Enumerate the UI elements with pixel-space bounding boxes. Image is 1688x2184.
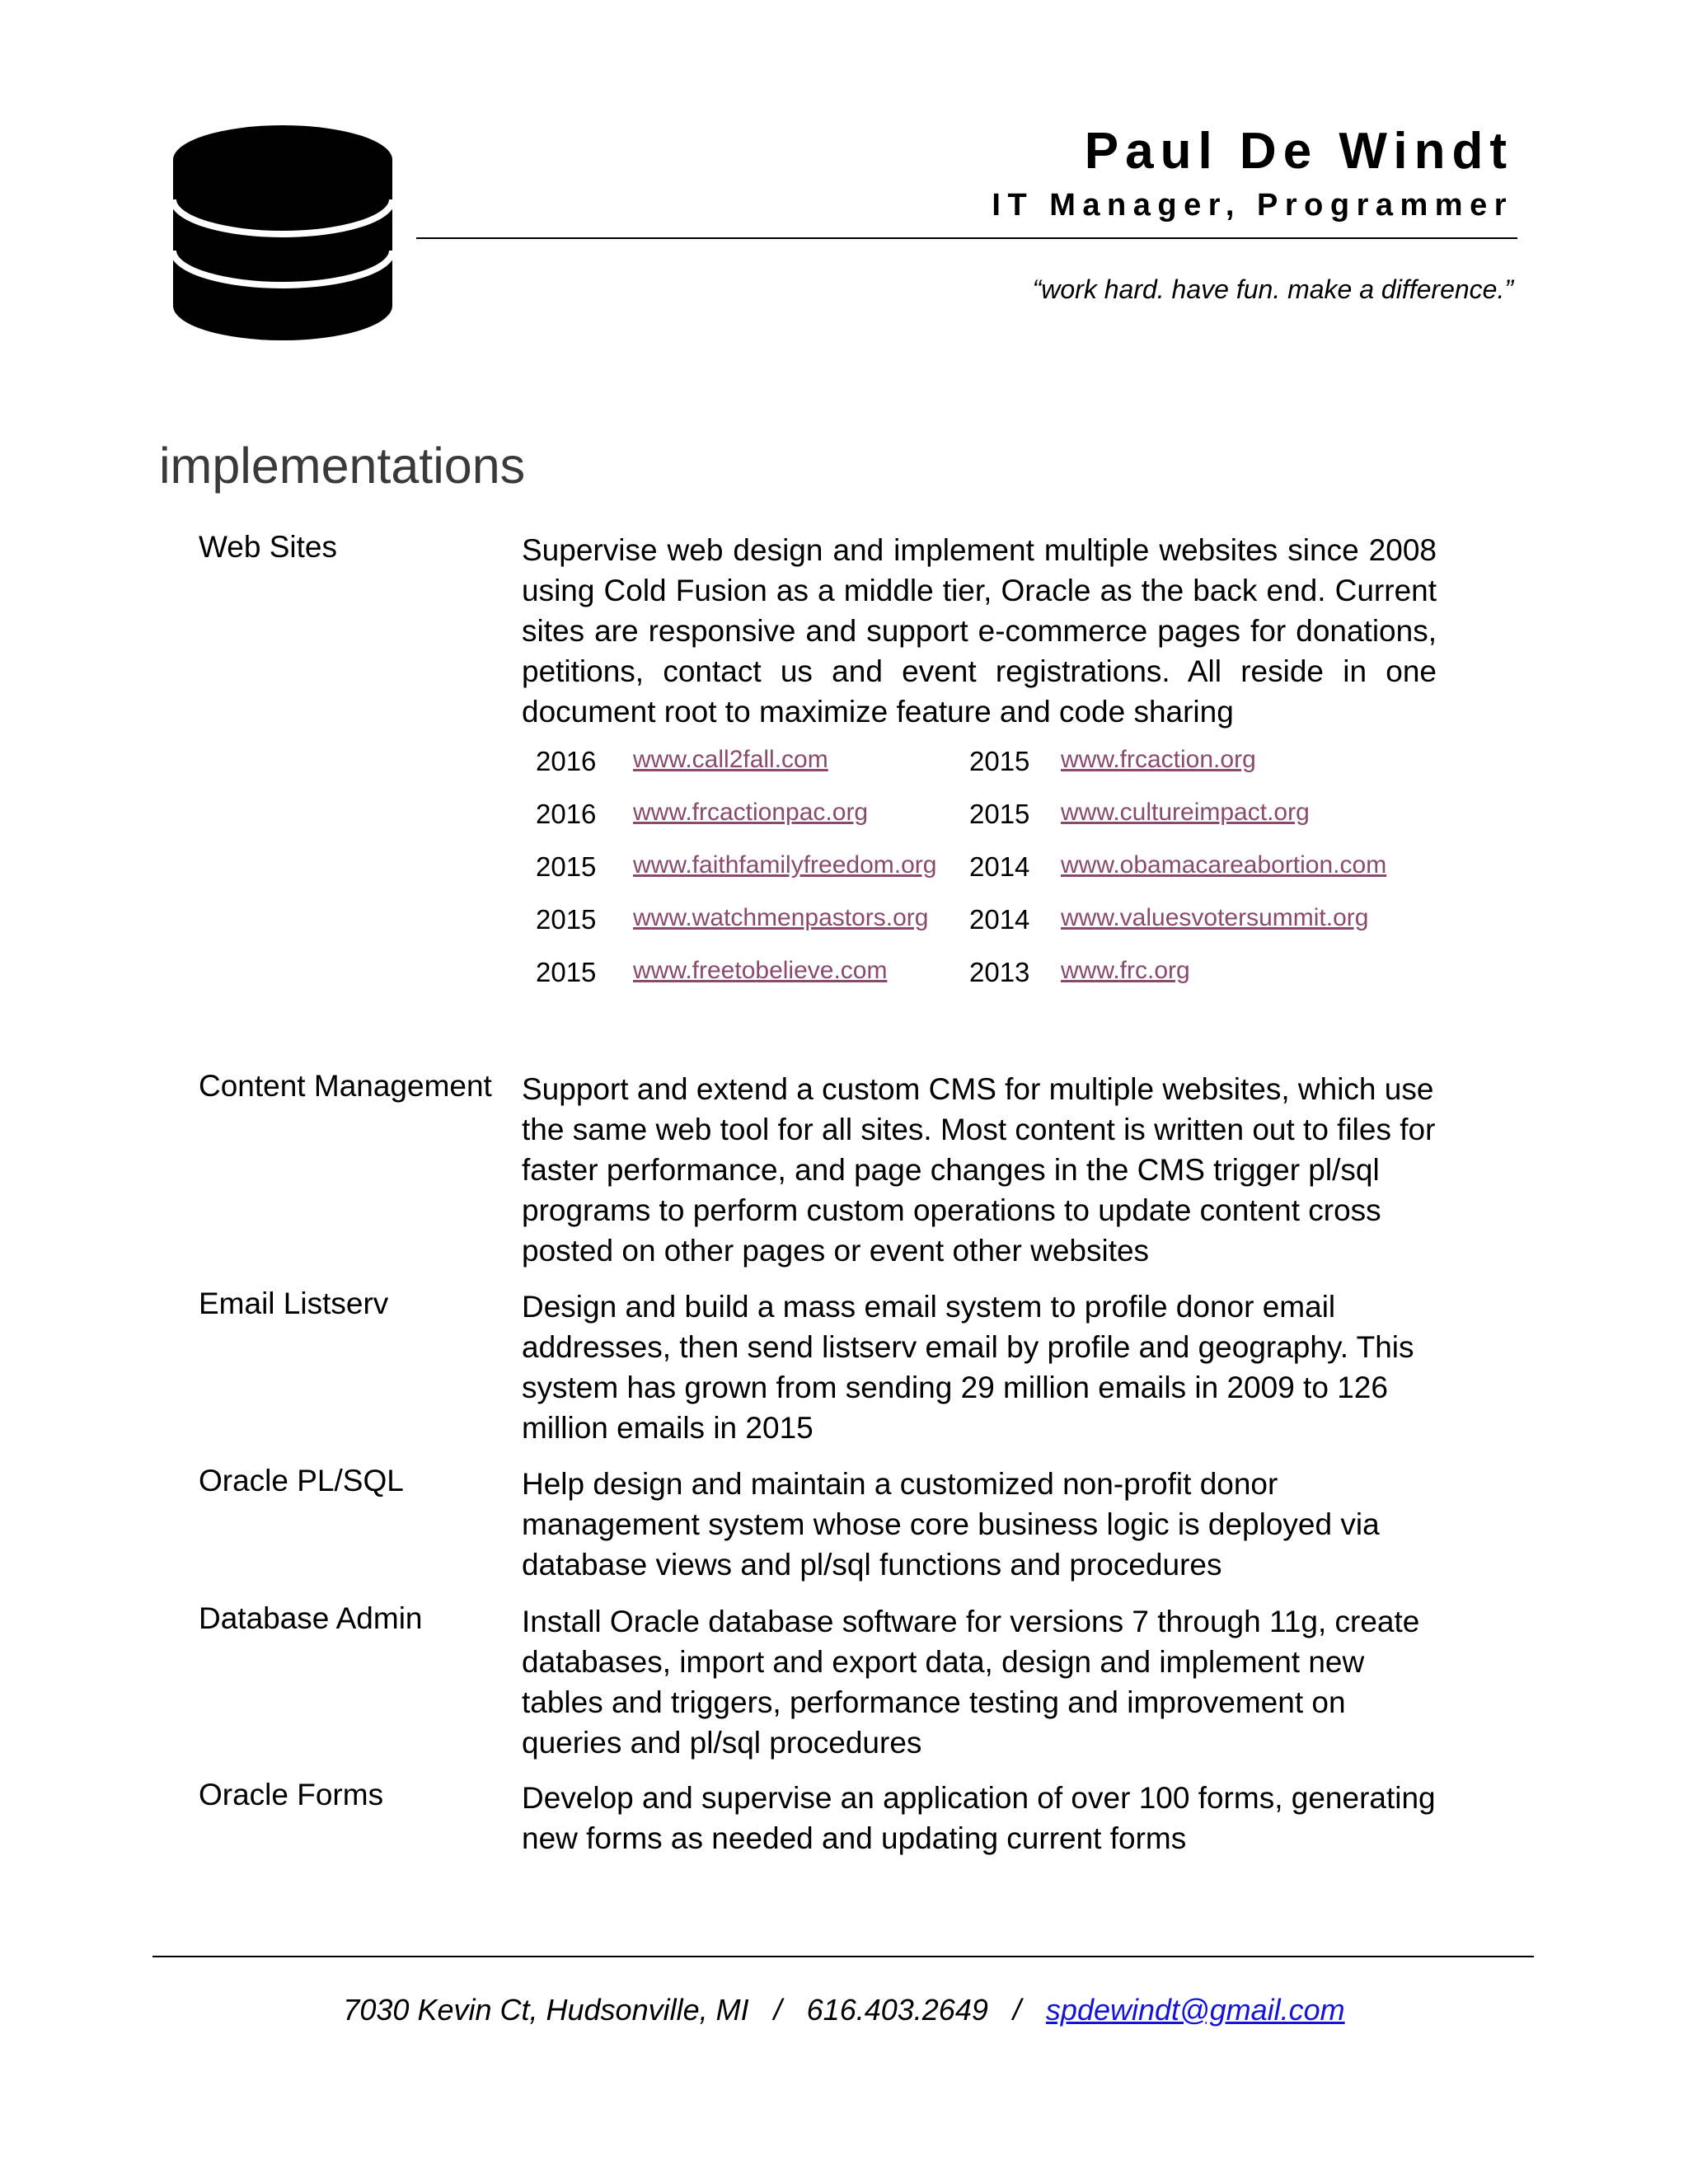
- phone-number: 616.403.2649: [806, 1993, 988, 2027]
- website-year: 2016: [536, 799, 597, 829]
- website-year: 2015: [969, 746, 1030, 776]
- entry-label-database-admin: Database Admin: [199, 1601, 423, 1635]
- entry-label-email-listserv: Email Listserv: [199, 1286, 389, 1320]
- website-year: 2014: [969, 904, 1030, 935]
- website-link[interactable]: www.cultureimpact.org: [1061, 799, 1310, 826]
- motto: “work hard. have fun. make a difference.”: [1032, 274, 1513, 304]
- website-year: 2015: [536, 851, 597, 882]
- entry-description-web-sites: Supervise web design and implement multiple websites since 2008 using Cold Fusion as a middle tier, Oracle as the back end. Current sites are responsive and support e-commerce pages for donations, petitions, contact us and event registrations. All reside in one document root to maximize feature and code sharing: [522, 533, 1437, 729]
- entry-label-oracle-forms: Oracle Forms: [199, 1778, 384, 1811]
- entry-description-oracle-forms: Develop and supervise an application of over 100 forms, generating new forms as needed and updating current forms: [522, 1781, 1436, 1855]
- website-link[interactable]: www.watchmenpastors.org: [633, 904, 929, 931]
- website-year: 2013: [969, 957, 1030, 987]
- website-list: [536, 746, 1442, 1018]
- website-link[interactable]: www.obamacareabortion.com: [1061, 851, 1387, 879]
- entry-description-content-management: Support and extend a custom CMS for multiple websites, which use the same web tool for all sites. Most content is written out to files for faster performance, and page changes in the CMS trigger pl/sql programs to perform custom operations to update content cross posted on other pages or event other websites: [522, 1072, 1436, 1268]
- address: 7030 Kevin Ct, Hudsonville, MI: [343, 1993, 749, 2027]
- website-year: 2014: [969, 851, 1030, 882]
- website-link[interactable]: www.frc.org: [1061, 957, 1190, 984]
- entry-description-oracle-plsql: Help design and maintain a customized non-profit donor management system whose core business logic is deployed via database views and pl/sql functions and procedures: [522, 1467, 1380, 1582]
- website-link[interactable]: www.freetobelieve.com: [633, 957, 888, 984]
- separator: /: [773, 1993, 782, 2027]
- entry-description-database-admin: Install Oracle database software for versions 7 through 11g, create databases, import and export data, design and implement new tables and triggers, performance testing and improvement on queries and pl/sql procedures: [522, 1605, 1420, 1760]
- database-icon: [171, 124, 394, 342]
- entry-description-email-listserv: Design and build a mass email system to profile donor email addresses, then send listserv email by profile and geography. This system has grown from sending 29 million emails in 2009 to 126 million emails in 2015: [522, 1290, 1414, 1445]
- entry-label-content-management: Content Management: [199, 1069, 492, 1103]
- website-year: 2015: [536, 957, 597, 987]
- entry-label-web-sites: Web Sites: [199, 530, 337, 564]
- contact-footer: [0, 1993, 1688, 2027]
- job-title: IT Manager, Programmer: [992, 188, 1513, 223]
- website-link[interactable]: www.frcactionpac.org: [633, 799, 869, 826]
- website-year: 2016: [536, 746, 597, 776]
- candidate-name: Paul De Windt: [1084, 123, 1513, 180]
- separator: /: [1012, 1993, 1021, 2027]
- website-link[interactable]: www.frcaction.org: [1061, 746, 1256, 773]
- email-link[interactable]: spdewindt@gmail.com: [1045, 1993, 1345, 2027]
- header-divider: [416, 237, 1517, 239]
- website-link[interactable]: www.call2fall.com: [633, 746, 828, 773]
- section-heading: implementations: [159, 438, 526, 494]
- website-link[interactable]: www.valuesvotersummit.org: [1061, 904, 1369, 931]
- footer-divider: [152, 1956, 1534, 1957]
- website-year: 2015: [969, 799, 1030, 829]
- website-link[interactable]: www.faithfamilyfreedom.org: [633, 851, 937, 879]
- website-year: 2015: [536, 904, 597, 935]
- entry-label-oracle-plsql: Oracle PL/SQL: [199, 1464, 404, 1497]
